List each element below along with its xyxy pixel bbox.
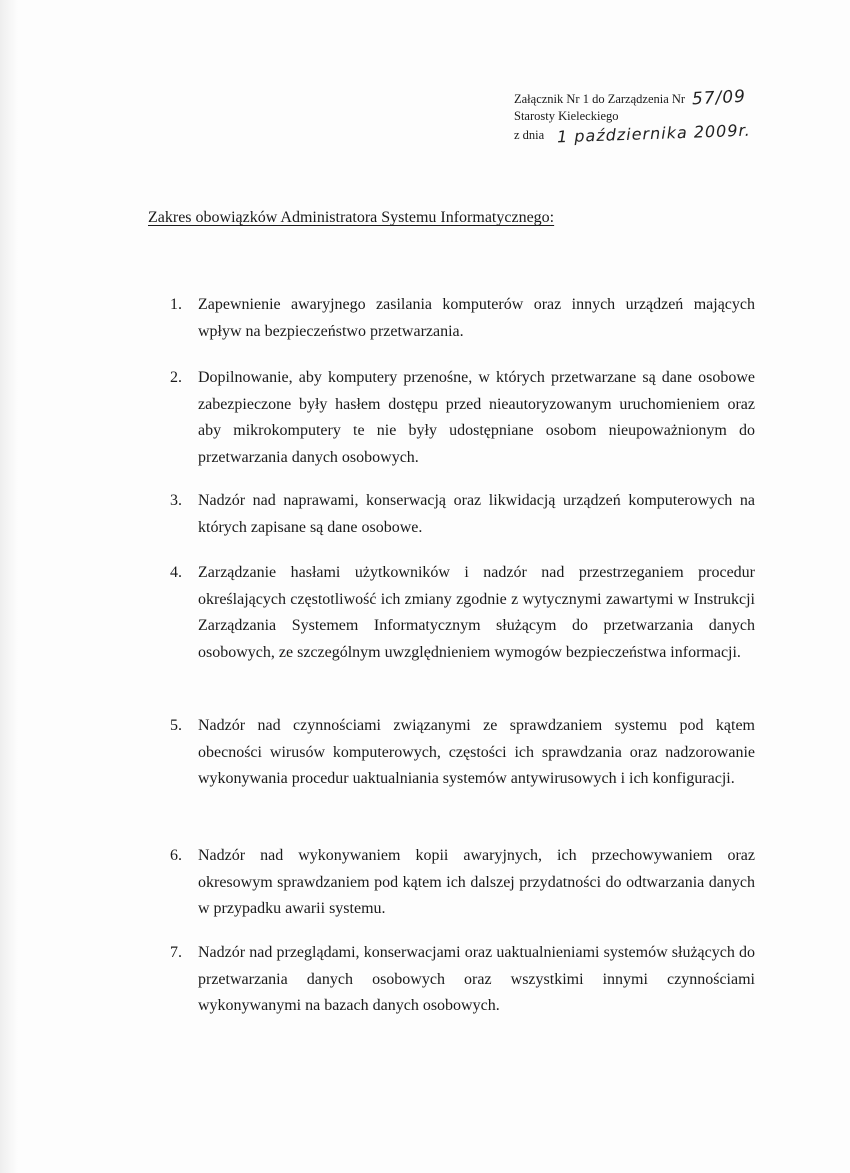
duty-item-3 <box>170 488 755 541</box>
header-line-ordinance <box>514 86 834 110</box>
duty-text: Dopilnowanie, aby komputery przenośne, w których przetwarzane są dane osobowe zabezpieczone były hasłem dostępu przed nieautoryzowanym uruchomieniem oraz aby mikrokomputery te nie były udostępniane osobom nieupoważnionym do przetwarzania danych osobowych. <box>198 369 755 466</box>
duty-number: 3. <box>170 492 182 509</box>
duty-item-5 <box>170 713 755 793</box>
handwritten-ordinance-number: 57/09 <box>691 86 747 110</box>
duty-text: Zarządzanie hasłami użytkowników i nadzór nad przestrzeganiem procedur określających częstotliwość ich zmiany zgodnie z wytycznymi zawartymi w Instrukcji Zarządzania Systemem Informatycznym służącym do przetwarzania danych osobowych, ze szczególnym uwzględnieniem wymogów bezpieczeństwa informacji. <box>198 564 755 661</box>
document-title: Zakres obowiązków Administratora Systemu Informatycznego: <box>148 209 555 226</box>
duty-number: 2. <box>170 369 182 386</box>
duty-number: 1. <box>170 296 182 313</box>
duty-number: 4. <box>170 564 182 581</box>
duty-text: Zapewnienie awaryjnego zasilania komputerów oraz innych urządzeń mających wpływ na bezpieczeństwo przetwarzania. <box>198 296 755 340</box>
duty-number: 7. <box>170 944 182 961</box>
duty-text: Nadzór nad czynnościami związanymi ze sprawdzaniem systemu pod kątem obecności wirusów komputerowych, częstości ich sprawdzania oraz nadzorowanie wykonywania procedur uaktualniania systemów antywirusowych i ich konfiguracji. <box>198 717 755 787</box>
duty-text: Nadzór nad wykonywaniem kopii awaryjnych, ich przechowywaniem oraz okresowym sprawdzaniem pod kątem ich dalszej przydatności do odtwarzania danych w przypadku awarii systemu. <box>198 847 755 917</box>
duty-text: Nadzór nad naprawami, konserwacją oraz likwidacją urządzeń komputerowych na których zapisane są dane osobowe. <box>198 492 755 536</box>
attachment-header <box>514 86 834 147</box>
duty-item-7 <box>170 940 755 1020</box>
duty-item-1 <box>170 292 755 345</box>
duty-item-4 <box>170 560 755 666</box>
duty-text: Nadzór nad przeglądami, konserwacjami oraz uaktualnieniami systemów służących do przetwarzania danych osobowych oraz wszystkimi innymi czynnościami wykonywanymi na bazach danych osobowych. <box>198 944 755 1014</box>
duty-item-2 <box>170 365 755 471</box>
duty-number: 6. <box>170 847 182 864</box>
header-line-date <box>514 120 834 147</box>
header-date-label: z dnia <box>514 128 545 142</box>
scan-edge-shadow <box>0 0 18 1173</box>
header-ordinance-label: Załącznik Nr 1 do Zarządzenia Nr <box>514 92 686 106</box>
duty-item-6 <box>170 843 755 923</box>
handwritten-date: 1 października 2009r. <box>557 120 752 147</box>
duty-number: 5. <box>170 717 182 734</box>
header-issuer: Starosty Kieleckiego <box>514 109 619 123</box>
